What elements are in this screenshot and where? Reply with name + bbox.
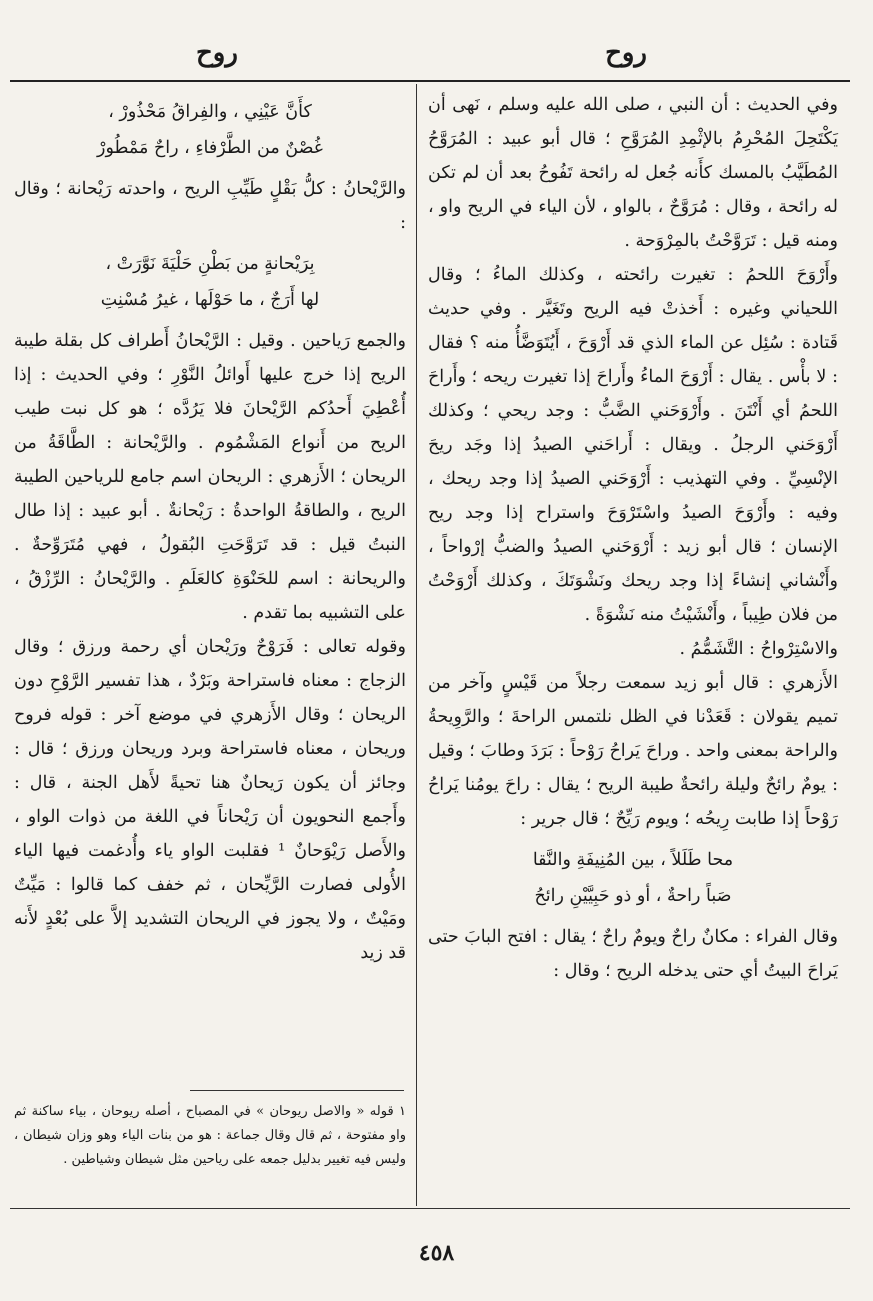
footer-rule [10, 1208, 850, 1209]
paragraph: وأَرْوَحَ اللحمُ : تغيرت رائحته ، وكذلك الماءُ ؛ وقال اللحياني وغيره : أَخذتْ فيه الريح وتَغَيَّر . وفي حديث قَتادة : سُئِل عن الماء الذي قد أَرْوَحَ ، أَيُتَوَضَّأُ منه ؟ فقال : لا بأْس . يقال : أَرْوَحَ الماءُ وأَراحَ إذا تغيرت ريحه ؛ وأَراحَ اللحمُ أي أَنْتَنَ . وأَرْوَحَني الضَّبُّ : وجد ريحي ؛ وكذلك أَرْوَحَني الرجلُ . ويقال : أَراحَني الصيدُ إذا وجَد ريحَ الإنْسِيِّ . وفي التهذيب : أَرْوَحَني الصيدُ إذا وجد ريحك ، وفيه : وأَرْوَحَ الصيدُ واسْتَرْوَحَ واستراح إذا وجد ريح الإنسان ؛ قال أبو زيد : أَرْوَحَني الصيدُ والضبُّ إرْواحاً ، وأَنْشاني إنشاءً إذا وجد ريحك ونَشْوَتَكَ ، وكذلك أَرْوَحْتُ من فلان طِيباً ، وأَنْشَيْتُ منه نَشْوَةً . [428, 265, 838, 625]
paragraph: وقوله تعالى : فَرَوْحٌ ورَيْحان أي رحمة ورزق ؛ وقال الزجاج : معناه فاستراحة وبَرْدٌ ، هذا تفسير الرَّوْحِ دون الريحان ؛ وقال الأَزهري في موضع آخر : قوله فروح وريحان ، معناه فاستراحة وبرد وريحان ورزق ؛ قال : وجائز أن يكون رَيحانٌ هنا تحيةً لأَهل الجنة ، قال : وأَجمع النحويون أن رَيْحاناً في اللغة من ذوات الواو ، والأَصل رَيْوَحانٌ ¹ فقلبت الواو ياء وأُدغمت فيها الياء الأُولى فصارت الرَّيِّحان ، ثم خفف كما قالوا : مَيِّتٌ ومَيْتٌ ، ولا يجوز في الريحان التشديد إلاَّ على بُعْدٍ لأَنه قد زيد [14, 637, 406, 963]
right-column [428, 88, 838, 988]
footnote: ١ قوله « والاصل ريوحان » في المصباح ، أصله ريوحان ، بياء ساكنة ثم واو مفتوحة ، ثم قال وقال جماعة : هو من بنات الياء وهو وزان شيطان ، وليس فيه تغيير بدليل جمعه على رياحين مثل شيطان وشياطين . [14, 1104, 406, 1167]
paragraph: وقال الفراء : مكانٌ راحٌ ويومٌ راحٌ ؛ يقال : افتح البابَ حتى يَراحَ البيتُ أي حتى يدخله الريح ؛ وقال : [428, 927, 838, 981]
poetry-verse: بِرَيْحانةٍ من بَطْنِ حَلْيَةَ نَوَّرَتْ ، لها أَرَجٌ ، ما حَوْلَها ، غيرُ مُسْنِتِ [100, 254, 320, 310]
paragraph: وفي الحديث : أن النبي ، صلى الله عليه وسلم ، نَهى أن يَكْتَحِلَ المُحْرِمُ بالإثْمِدِ المُرَوَّحِ ؛ قال أبو عبيد : المُرَوَّحُ المُطَيَّبُ بالمسك كأَنه جُعل له رائحة تَفُوحُ بعد أن لم تكن له رائحة ، وقال : مُرَوَّحٌ ، بالواو ، لأن الياء في الريح واو ، ومنه قيل : تَرَوَّحْتُ بالمِرْوَحة . [428, 95, 838, 251]
paragraph: والجمع رَياحين . وقيل : الرَّيْحانُ أَطراف كل بقلة طيبة الريح إذا خرج عليها أَوائلُ النَّوْرِ ؛ وفي الحديث : إذا أُعْطِيَ أَحدُكم الرَّيْحانَ فلا يَرُدَّه ؛ هو كل نبت طيب الريح من أَنواع المَشْمُوم . والرَّيْحانة : الطَّاقَةُ من الريحان ؛ الأَزهري : الريحان اسم جامع للرياحين الطيبة الريح ، والطاقةُ الواحدةُ : رَيْحانةٌ . أبو عبيد : إذا طال النبتُ قيل : قد تَرَوَّحَتِ البُقولُ ، فهي مُتَرَوِّحةٌ . والريحانة : اسم للحَنْوَةِ كالعَلَمِ . والرَّيْحانُ : الرِّزْقُ ، على التشبيه بما تقدم . [14, 331, 406, 623]
left-column [14, 88, 406, 970]
poetry-verse: محا طَلَلاً ، بين المُنِيفَةِ والنَّقا صَباً راحةٌ ، أو ذو حَبِيَّيْنِ رائحُ [532, 850, 734, 906]
paragraph: والرَّيْحانُ : كلُّ بَقْلٍ طَيِّبِ الريح ، واحدته رَيْحانة ؛ وقال : [14, 179, 406, 233]
paragraph: والاسْتِرْواحُ : التَّشَمُّمُ . [679, 639, 838, 659]
header-right-title: روح [605, 38, 647, 68]
page-number: ٤٥٨ [418, 1240, 455, 1266]
column-separator [416, 84, 417, 1206]
poetry-verse: كأَنَّ عَيْنِي ، والفِراقُ مَحْذُورْ ، غُصْنٌ من الطَّرْفاءِ ، راحٌ مَمْطُورْ [97, 102, 323, 158]
paragraph: الأَزهري : قال أبو زيد سمعت رجلاً من قَيْسٍ وآخر من تميم يقولان : قَعَدْنا في الظل نلتمس الراحةَ ؛ والرَّوِيحةُ والراحة بمعنى واحد . وراحَ يَراحُ رَوْحاً : بَرَدَ وطابَ ؛ وقيل : يومٌ رائحٌ وليلة رائحةٌ طيبة الريح ؛ يقال : راحَ يومُنا يَراحُ رَوْحاً إذا طابت رِيحُه ؛ ويوم رَيِّحٌ ؛ قال جرير : [428, 673, 838, 829]
header-left-title: روح [196, 38, 238, 68]
footnote-rule [190, 1090, 404, 1091]
header-rule [10, 80, 850, 82]
